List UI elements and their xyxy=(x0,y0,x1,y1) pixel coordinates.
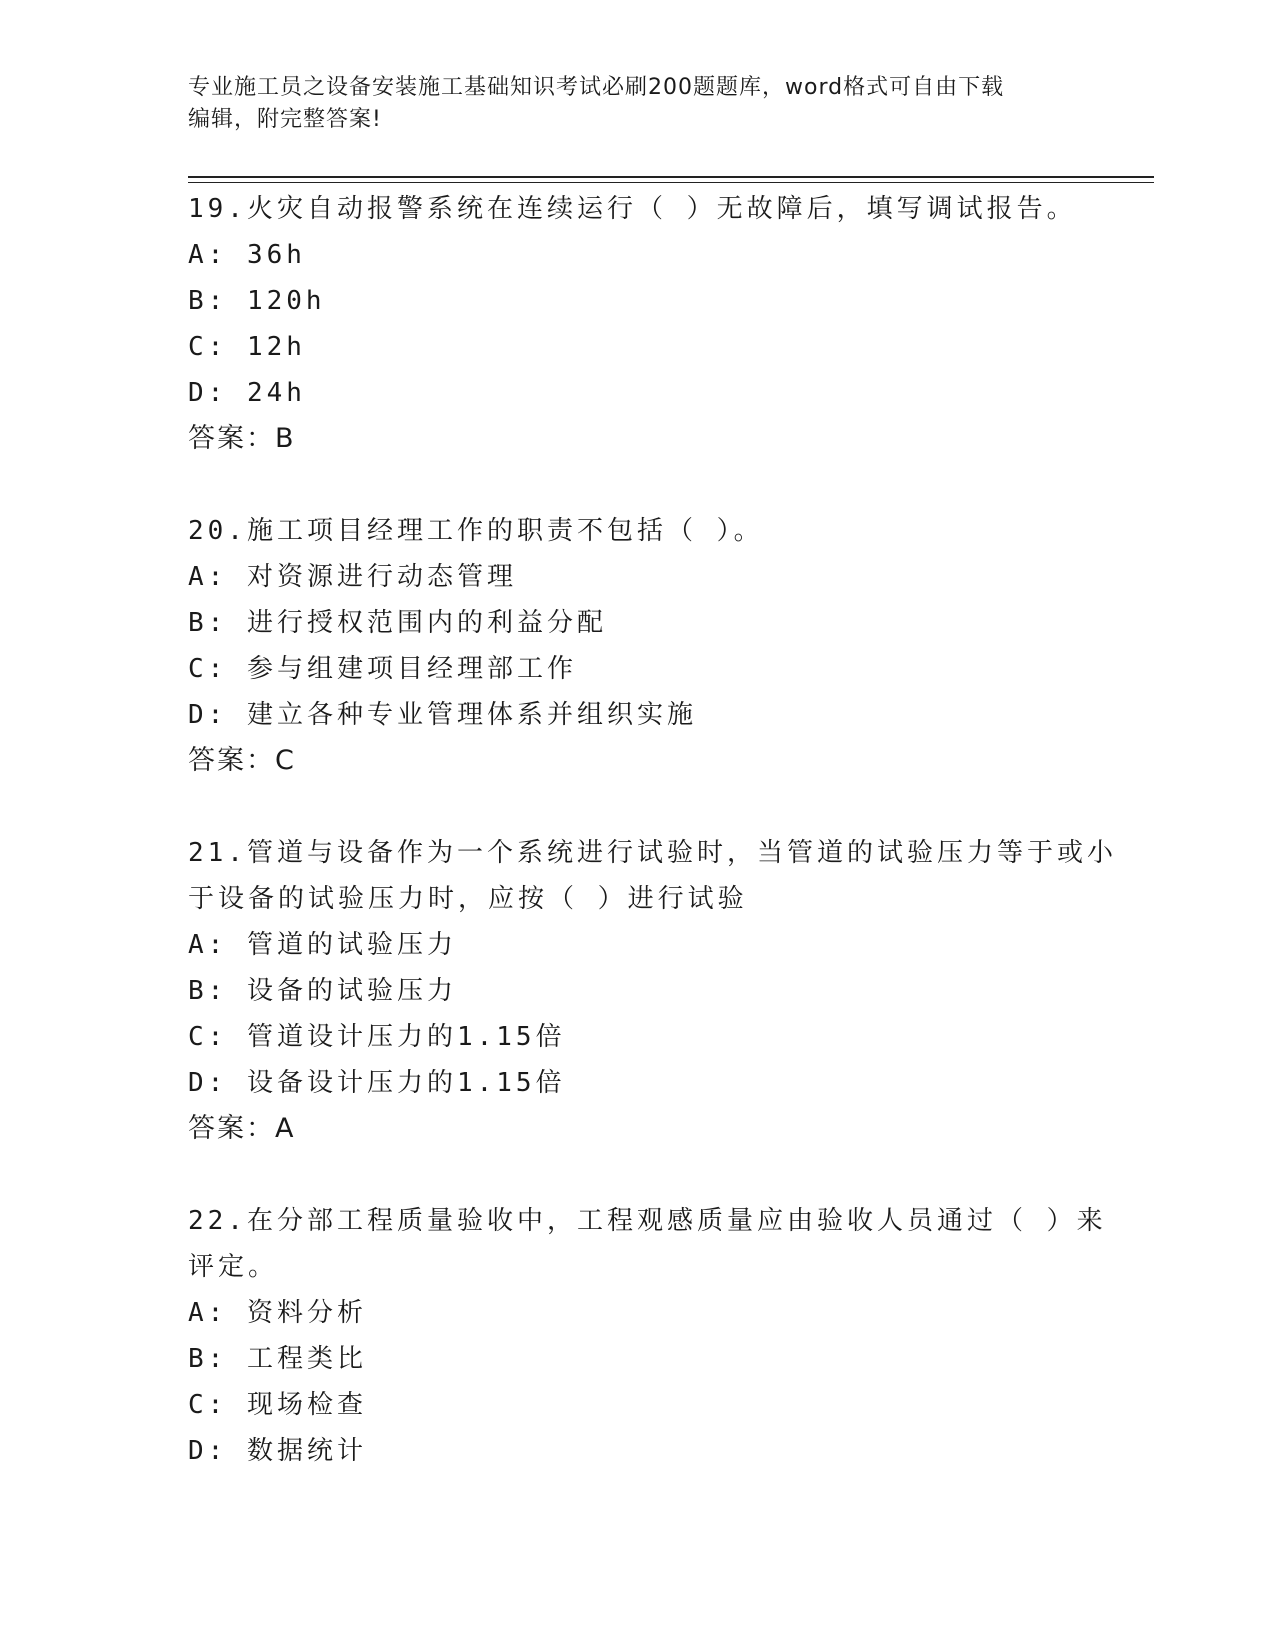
header-divider-thick xyxy=(188,176,1154,178)
option-a: A: 对资源进行动态管理 xyxy=(188,562,517,592)
question-21 xyxy=(188,830,1117,1152)
option-d: D: 数据统计 xyxy=(188,1436,367,1466)
option-a: A: 资料分析 xyxy=(188,1298,367,1328)
answer-line: 答案：C xyxy=(188,745,296,776)
option-b: B: 设备的试验压力 xyxy=(188,976,457,1006)
header-line-1: 专业施工员之设备安装施工基础知识考试必刷200题题库，word格式可自由下载 xyxy=(188,75,1005,100)
spacer xyxy=(188,462,1088,508)
option-d: D: 建立各种专业管理体系并组织实施 xyxy=(188,700,697,730)
spacer xyxy=(188,1152,1088,1198)
option-c: C: 12h xyxy=(188,332,306,362)
question-22 xyxy=(188,1198,1107,1474)
option-a: A: 管道的试验压力 xyxy=(188,930,457,960)
option-c: C: 参与组建项目经理部工作 xyxy=(188,654,577,684)
question-stem-line-1: 21.管道与设备作为一个系统进行试验时，当管道的试验压力等于或小 xyxy=(188,838,1117,868)
header-divider-thin xyxy=(188,182,1154,183)
spacer xyxy=(188,784,1088,830)
question-20 xyxy=(188,508,1088,784)
document-header xyxy=(188,72,1088,136)
answer-line: 答案：A xyxy=(188,1113,296,1144)
option-b: B: 进行授权范围内的利益分配 xyxy=(188,608,607,638)
header-line-2: 编辑，附完整答案! xyxy=(188,107,382,132)
option-c: C: 现场检查 xyxy=(188,1390,367,1420)
question-19 xyxy=(188,186,1088,462)
option-b: B: 工程类比 xyxy=(188,1344,367,1374)
option-b: B: 120h xyxy=(188,286,326,316)
question-stem: 19.火灾自动报警系统在连续运行（ ）无故障后，填写调试报告。 xyxy=(188,194,1077,224)
option-a: A: 36h xyxy=(188,240,306,270)
question-stem-line-2: 于设备的试验压力时，应按（ ）进行试验 xyxy=(188,884,748,914)
question-stem: 20.施工项目经理工作的职责不包括（ ）。 xyxy=(188,516,764,546)
question-stem-line-1: 22.在分部工程质量验收中，工程观感质量应由验收人员通过（ ）来 xyxy=(188,1206,1107,1236)
answer-line: 答案：B xyxy=(188,423,296,454)
option-c: C: 管道设计压力的1.15倍 xyxy=(188,1022,566,1052)
question-stem-line-2: 评定。 xyxy=(188,1252,279,1282)
option-d: D: 设备设计压力的1.15倍 xyxy=(188,1068,566,1098)
option-d: D: 24h xyxy=(188,378,306,408)
question-list xyxy=(188,186,1117,1474)
